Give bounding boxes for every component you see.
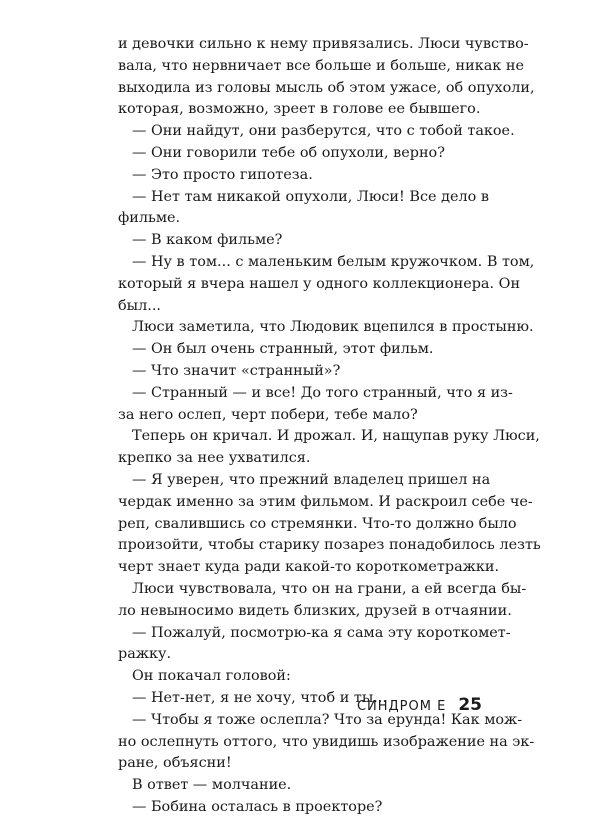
text-line: — Ну в том... с маленьким белым кружочком. В том, — [132, 253, 535, 270]
text-line: крепко за нее ухватился. — [118, 450, 311, 467]
text-line: — Нет-нет, я не хочу, чтоб и ты... — [132, 689, 387, 706]
text-line: черт знает куда ради какой-то короткометражки. — [118, 559, 500, 576]
running-title: СИНДРОМ E — [356, 699, 447, 714]
text-line: — Я уверен, что прежний владелец пришел на — [132, 471, 491, 488]
text-line: фильме. — [118, 210, 181, 227]
text-line: — Чтобы я тоже ослепла? Что за ерунда! Как мож- — [132, 711, 523, 728]
text-line: который я вчера нашел у одного коллекционера. Он — [118, 275, 521, 292]
text-line: — Бобина осталась в проекторе? — [132, 798, 383, 815]
text-line: ране, объясни! — [118, 755, 232, 772]
text-line: — Что значит «странный»? — [132, 362, 341, 379]
text-line: выходила из головы мысль об этом ужасе, об опухоли, — [118, 79, 535, 96]
text-line: произойти, чтобы старику позарез понадобилось лезть — [118, 537, 541, 554]
text-line: Теперь он кричал. И дрожал. И, нащупав руку Люси, — [132, 428, 540, 445]
text-line: которая, возможно, зреет в голове ее бывшего. — [118, 101, 481, 118]
text-line: ло невыносимо видеть близких, друзей в отчаянии. — [118, 602, 512, 619]
text-line: чердак именно за этим фильмом. И раскроил себе че- — [118, 493, 533, 510]
text-line: — Это просто гипотеза. — [132, 166, 313, 183]
text-line: за него ослеп, черт побери, тебе мало? — [118, 406, 418, 423]
text-line: и девочки сильно к нему привязались. Люси чувство- — [118, 36, 529, 52]
text-line: Он покачал головой: — [132, 668, 291, 685]
text-line: — Они говорили тебе об опухоли, верно? — [132, 144, 445, 161]
page-footer — [357, 695, 482, 715]
text-line: вала, что нервничает все больше и больше, никак не — [118, 57, 524, 74]
text-line: Люси заметила, что Людовик вцепился в простыню. — [132, 319, 534, 336]
text-line: — Нет там никакой опухоли, Люси! Все дело в — [132, 188, 489, 205]
text-line: — Странный — и все! До того странный, что я из- — [132, 384, 513, 401]
page-number: 25 — [458, 695, 482, 715]
text-line: реп, свалившись со стремянки. Что-то должно было — [118, 515, 517, 532]
text-line: — Пожалуй, посмотрю-ка я сама эту короткомет- — [132, 624, 511, 641]
text-line: ражку. — [118, 646, 172, 663]
text-line: В ответ — молчание. — [132, 777, 292, 794]
text-line: но ослепнуть оттого, что увидишь изображение на эк- — [118, 733, 535, 750]
text-line: — В каком фильме? — [132, 232, 283, 249]
text-line: — Они найдут, они разберутся, что с тобой такое. — [132, 123, 515, 140]
text-line: был... — [118, 297, 161, 314]
text-line: Люси чувствовала, что он на грани, а ей всегда бы- — [132, 580, 527, 597]
text-line: — Он был очень странный, этот фильм. — [132, 341, 434, 358]
